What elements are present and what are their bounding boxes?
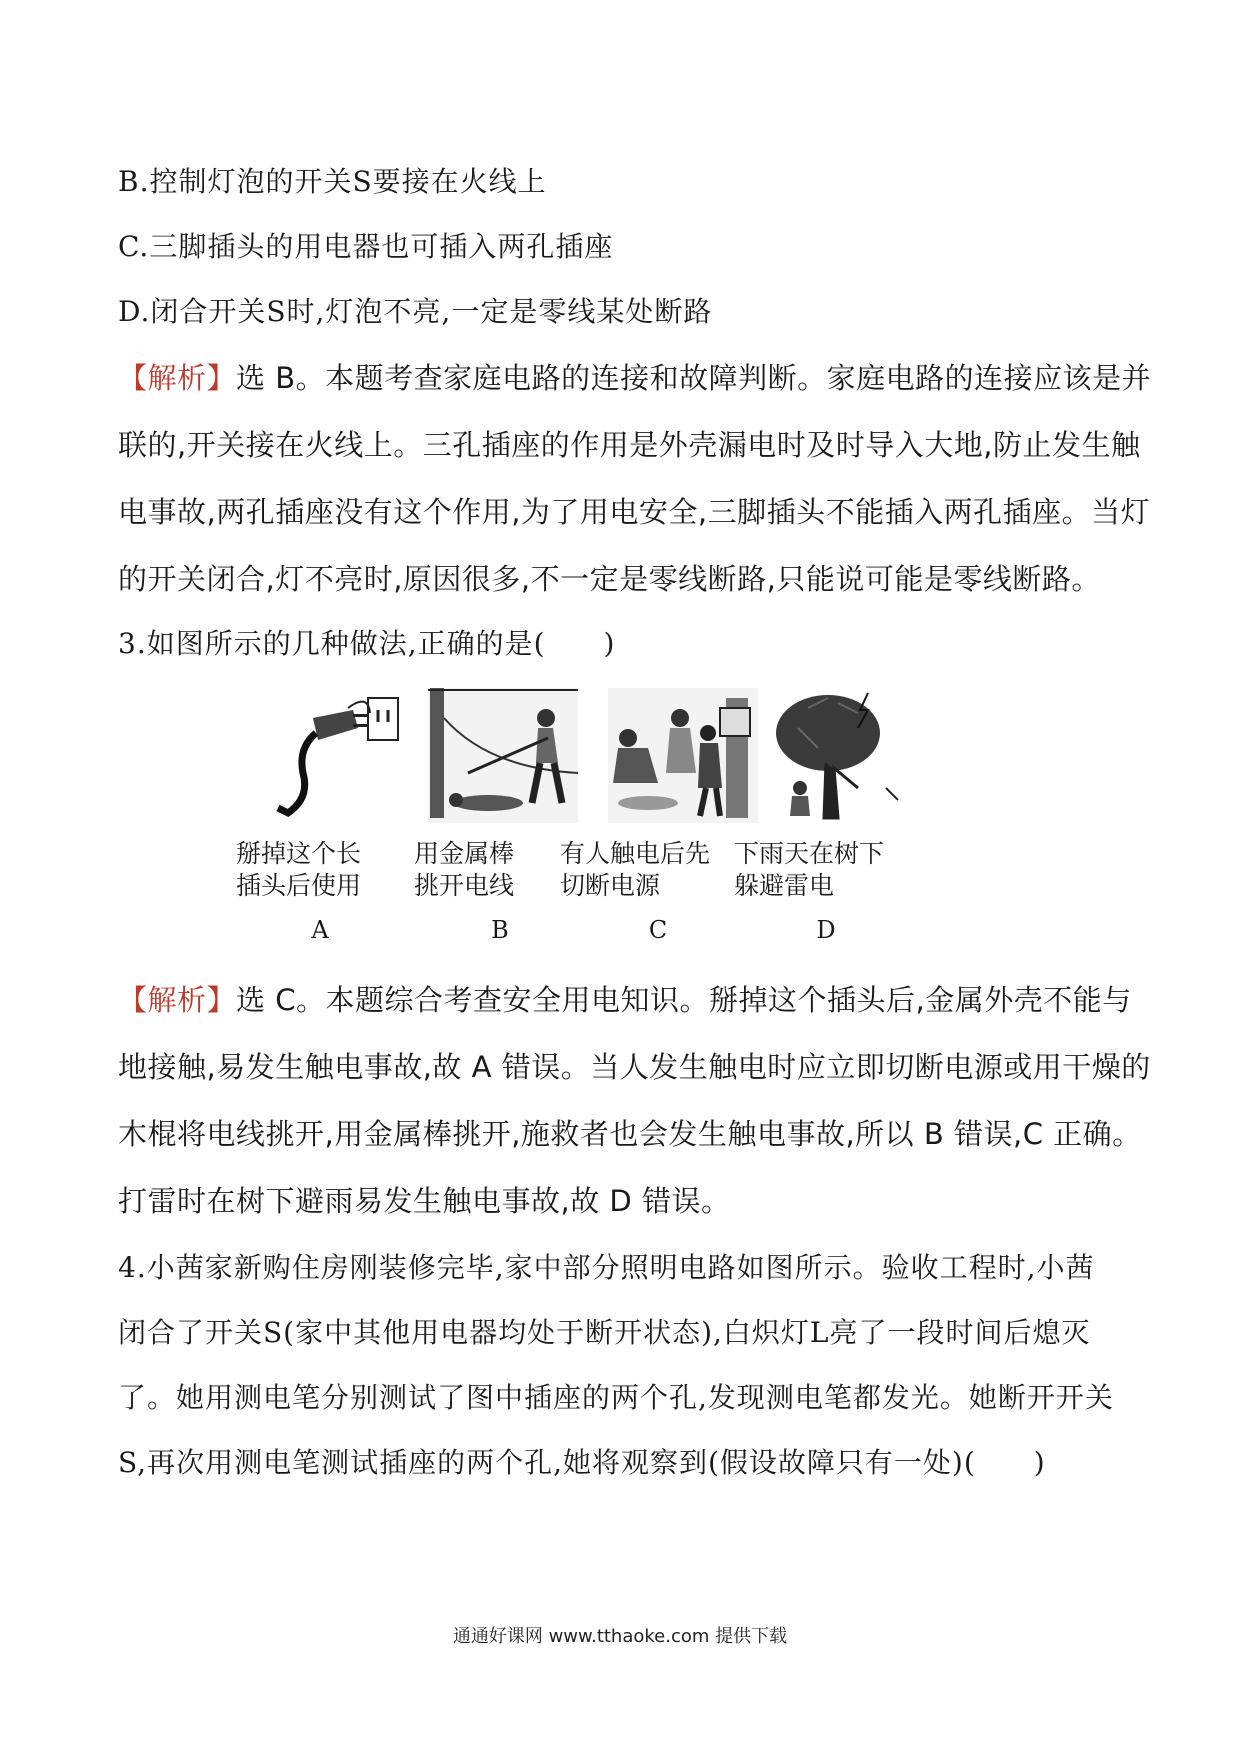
tree-lightning-illustration — [768, 688, 918, 823]
option-d: D.闭合开关S时,灯泡不亮,一定是零线某处断路 — [118, 295, 713, 328]
page-footer: 通通好课网 www.tthaoke.com 提供下载 — [452, 1626, 788, 1647]
label-c: C — [648, 916, 668, 944]
label-b: B — [491, 916, 509, 944]
label-a: A — [311, 916, 329, 944]
analysis1-line-2: 联的,开关接在火线上。三孔插座的作用是外壳漏电时及时导入大地,防止发生触 — [118, 428, 1141, 462]
analysis1-line-4: 的开关闭合,灯不亮时,原因很多,不一定是零线断路,只能说可能是零线断路。 — [118, 562, 1101, 596]
analysis2-line-4: 打雷时在树下避雨易发生触电事故,故 D 错误。 — [118, 1184, 731, 1218]
label-d: D — [816, 916, 836, 944]
question-4-line-4: S,再次用测电笔测试插座的两个孔,她将观察到(假设故障只有一处)( ) — [118, 1446, 1046, 1479]
analysis-tag: 【解析】 — [118, 983, 237, 1017]
question-4-line-2: 闭合了开关S(家中其他用电器均处于断开状态),白炽灯L亮了一段时间后熄灭 — [118, 1316, 1091, 1349]
question-4-line-3: 了。她用测电笔分别测试了图中插座的两个孔,发现测电笔都发光。她断开开关 — [118, 1381, 1114, 1414]
plug-illustration — [258, 688, 408, 823]
caption-a: 掰掉这个长 插头后使用 — [236, 839, 362, 900]
option-c: C.三脚插头的用电器也可插入两孔插座 — [118, 230, 614, 263]
analysis2-line-3: 木棍将电线挑开,用金属棒挑开,施救者也会发生触电事故,所以 B 错误,C 正确。 — [118, 1117, 1142, 1151]
metal-bar-rescue-illustration — [428, 688, 578, 823]
analysis-tag: 【解析】 — [118, 361, 237, 395]
caption-c: 有人触电后先 切断电源 — [560, 839, 711, 900]
analysis1-line-1 — [118, 356, 1151, 397]
analysis2-line-2: 地接触,易发生触电事故,故 A 错误。当人发生触电时应立即切断电源或用干燥的 — [118, 1050, 1151, 1084]
analysis1-text-1: 选 B。本题考查家庭电路的连接和故障判断。家庭电路的连接应该是并 — [236, 361, 1152, 395]
analysis1-line-3: 电事故,两孔插座没有这个作用,为了用电安全,三脚插头不能插入两孔插座。当灯 — [118, 495, 1151, 529]
caption-b: 用金属棒 挑开电线 — [414, 839, 515, 900]
cut-power-illustration — [608, 688, 758, 823]
question-3-figure — [236, 688, 998, 948]
question-4-line-1: 4.小茜家新购住房刚装修完毕,家中部分照明电路如图所示。验收工程时,小茜 — [118, 1251, 1095, 1284]
caption-d: 下雨天在树下 躲避雷电 — [734, 839, 885, 900]
question-3-stem: 3.如图所示的几种做法,正确的是( ) — [118, 627, 616, 660]
analysis2-line-1 — [118, 978, 1132, 1019]
option-b: B.控制灯泡的开关S要接在火线上 — [118, 165, 547, 198]
analysis2-text-1: 选 C。本题综合考查安全用电知识。掰掉这个插头后,金属外壳不能与 — [236, 983, 1132, 1017]
